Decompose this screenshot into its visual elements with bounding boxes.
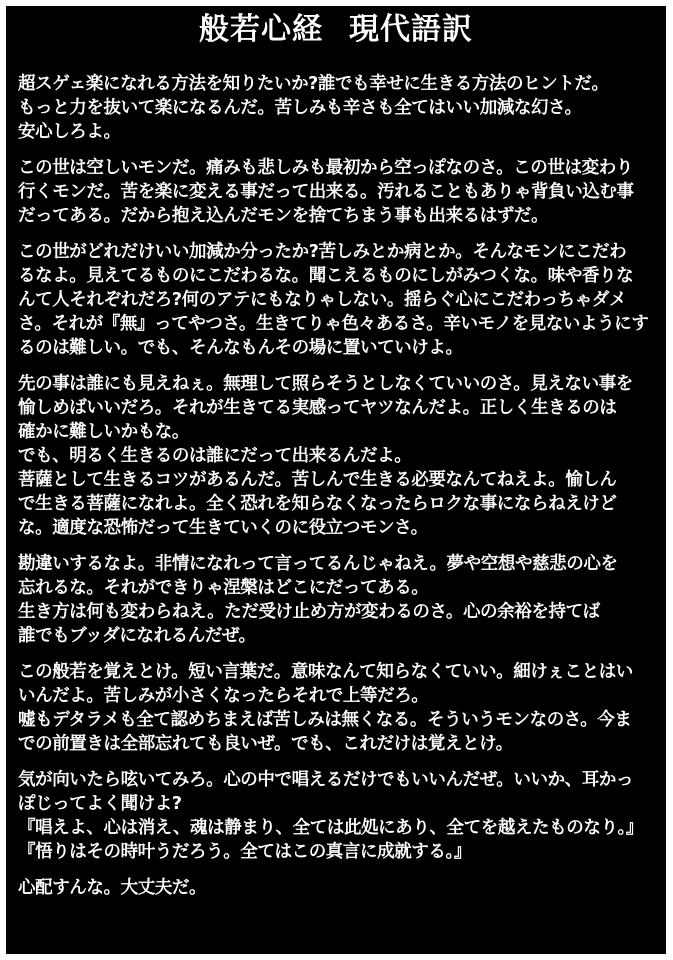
paragraph [18, 660, 658, 756]
text-line: 勘違いするなよ。非情になれって言ってるんじゃねえ。夢や空想や慈悲の心を [18, 554, 618, 574]
text-line: 菩薩として生きるコツがあるんだ。苦しんで生きる必要なんてねえよ。愉しん [18, 470, 617, 490]
paragraph [18, 768, 658, 864]
text-line: ぽじってよく聞けよ? [18, 794, 182, 814]
text-line: 忘れるな。それができりゃ涅槃はどこにだってある。 [18, 578, 429, 598]
text-line: 誰でもブッダになれるんだぜ。 [18, 626, 256, 646]
text-line: な。適度な恐怖だって生きていくのに役立つモンさ。 [18, 518, 428, 538]
paragraph [18, 552, 658, 648]
text-line: るなよ。見えてるものにこだわるな。聞こえるものにしがみつくな。味や香りな [18, 266, 634, 286]
text-line: いんだよ。苦しみが小さくなったらそれで上等だろ。 [18, 686, 429, 706]
text-line: 先の事は誰にも見えねぇ。無理して照らそうとしなくていいのさ。見えない事を [18, 374, 633, 394]
text-line: 心配すんな。大丈夫だ。 [18, 878, 207, 898]
text-line: るのは難しい。でも、そんなもんその場に置いていけよ。 [18, 338, 463, 358]
text-line: でも、明るく生きるのは誰にだって出来るんだよ。 [18, 446, 412, 466]
text-line: での前置きは全部忘れても良いぜ。でも、これだけは覚えとけ。 [18, 734, 513, 754]
text-line: 超スゲェ楽になれる方法を知りたいか?誰でも幸せに生きる方法のヒントだ。 [18, 74, 609, 94]
text-line: この般若を覚えとけ。短い言葉だ。意味なんて知らなくていい。細けぇことはい [18, 662, 633, 682]
paragraph [18, 72, 658, 144]
text-line: この世がどれだけいい加減か分ったか?苦しみとか病とか。そんなモンにこだわ [18, 242, 627, 262]
text-line: もっと力を抜いて楽になるんだ。苦しみも辛さも全てはいい加減な幻さ。 [18, 98, 582, 118]
document-page [6, 6, 666, 954]
paragraph [18, 240, 658, 360]
text-line: 嘘もデタラメも全て認めちまえば苦しみは無くなる。そういうモンなのさ。今ま [18, 710, 632, 730]
text-line: んて人それぞれだろ?何のアテにもなりゃしない。揺らぐ心にこだわっちゃダメ [18, 290, 627, 310]
page-title [6, 6, 666, 58]
paragraph [18, 876, 658, 900]
text-line: 『唱えよ、心は消え、魂は静まり、全ては此処にあり、全てを越えたものなり。』 [18, 818, 643, 838]
text-line: 生き方は何も変わらねえ。ただ受け止め方が変わるのさ。心の余裕を持てば [18, 602, 600, 622]
text-line: で生きる菩薩になれよ。全く恐れを知らなくなったらロクな事にならねえけど [18, 494, 617, 514]
text-line: 気が向いたら呟いてみろ。心の中で唱えるだけでもいいんだぜ。いいか、耳かっ [18, 770, 634, 790]
paragraph [18, 372, 658, 540]
text-line: さ。それが『無』ってやつさ。生きてりゃ色々あるさ。辛いモノを見ないようにす [18, 314, 649, 334]
text-line: 行くモンだ。苦を楽に変える事だって出来る。汚れることもありゃ背負い込む事 [18, 182, 634, 202]
title-main: 般若心経 [199, 12, 323, 47]
text-line: 愉しめばいいだろ。それが生きてる実感ってヤツなんだよ。正しく生きるのは [18, 398, 617, 418]
text-line: この世は空しいモンだ。痛みも悲しみも最初から空っぽなのさ。この世は変わり [18, 158, 633, 178]
text-line: 『悟りはその時叶うだろう。全てはこの真言に成就する。』 [18, 842, 471, 862]
paragraph [18, 156, 658, 228]
title-sub: 現代語訳 [349, 12, 473, 47]
text-line: 安心しろよ。 [18, 122, 121, 142]
text-line: だってある。だから抱え込んだモンを捨てちまう事も出来るはずだ。 [18, 206, 549, 226]
text-line: 確かに難しいかもな。 [18, 422, 189, 442]
document-body [18, 72, 658, 912]
